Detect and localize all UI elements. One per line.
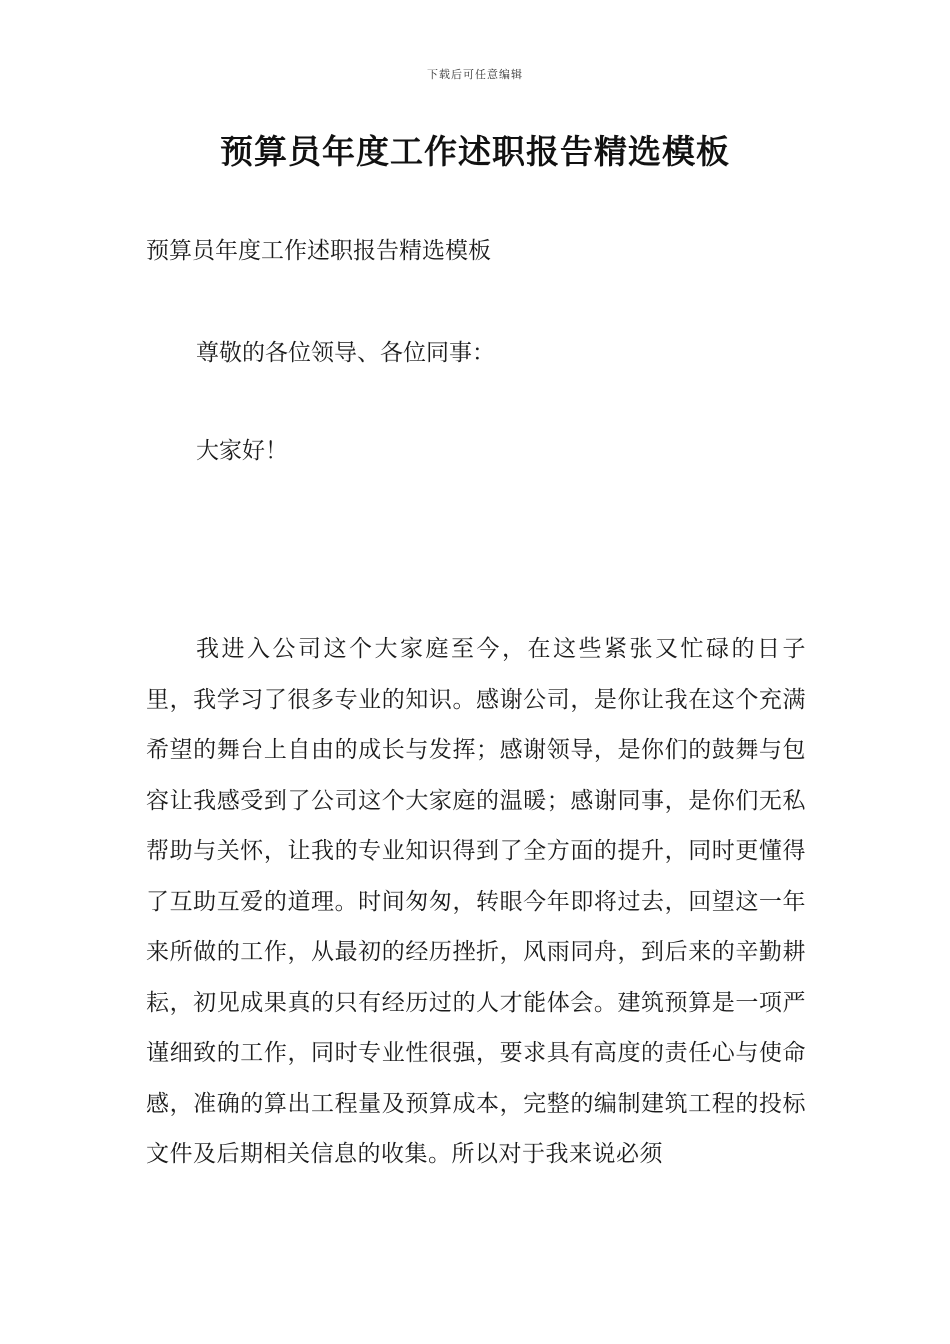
greeting: 大家好！: [196, 438, 288, 464]
document-title: 预算员年度工作述职报告精选模板: [220, 132, 730, 171]
body-paragraph: 我进入公司这个大家庭至今，在这些紧张又忙碌的日子里，我学习了很多专业的知识。感谢公司，是你让我在这个充满希望的舞台上自由的成长与发挥；感谢领导，是你们的鼓舞与包容让我感受到了公司这个大家庭的温暖；感谢同事，是你们无私帮助与关怀，让我的专业知识得到了全方面的提升，同时更懂得了互助互爱的道理。时间匆匆，转眼今年即将过去，回望这一年来所做的工作，从最初的经历挫折，风雨同舟，到后来的辛勤耕耘，初见成果真的只有经历过的人才能体会。建筑预算是一项严谨细致的工作，同时专业性很强，要求具有高度的责任心与使命感，准确的算出工程量及预算成本，完整的编制建筑工程的投标文件及后期相关信息的收集。所以对于我来说必须: [146, 636, 806, 1167]
header-note: 下载后可任意编辑: [427, 68, 523, 81]
document-subtitle: 预算员年度工作述职报告精选模板: [146, 238, 491, 264]
salutation: 尊敬的各位领导、各位同事：: [196, 340, 495, 366]
